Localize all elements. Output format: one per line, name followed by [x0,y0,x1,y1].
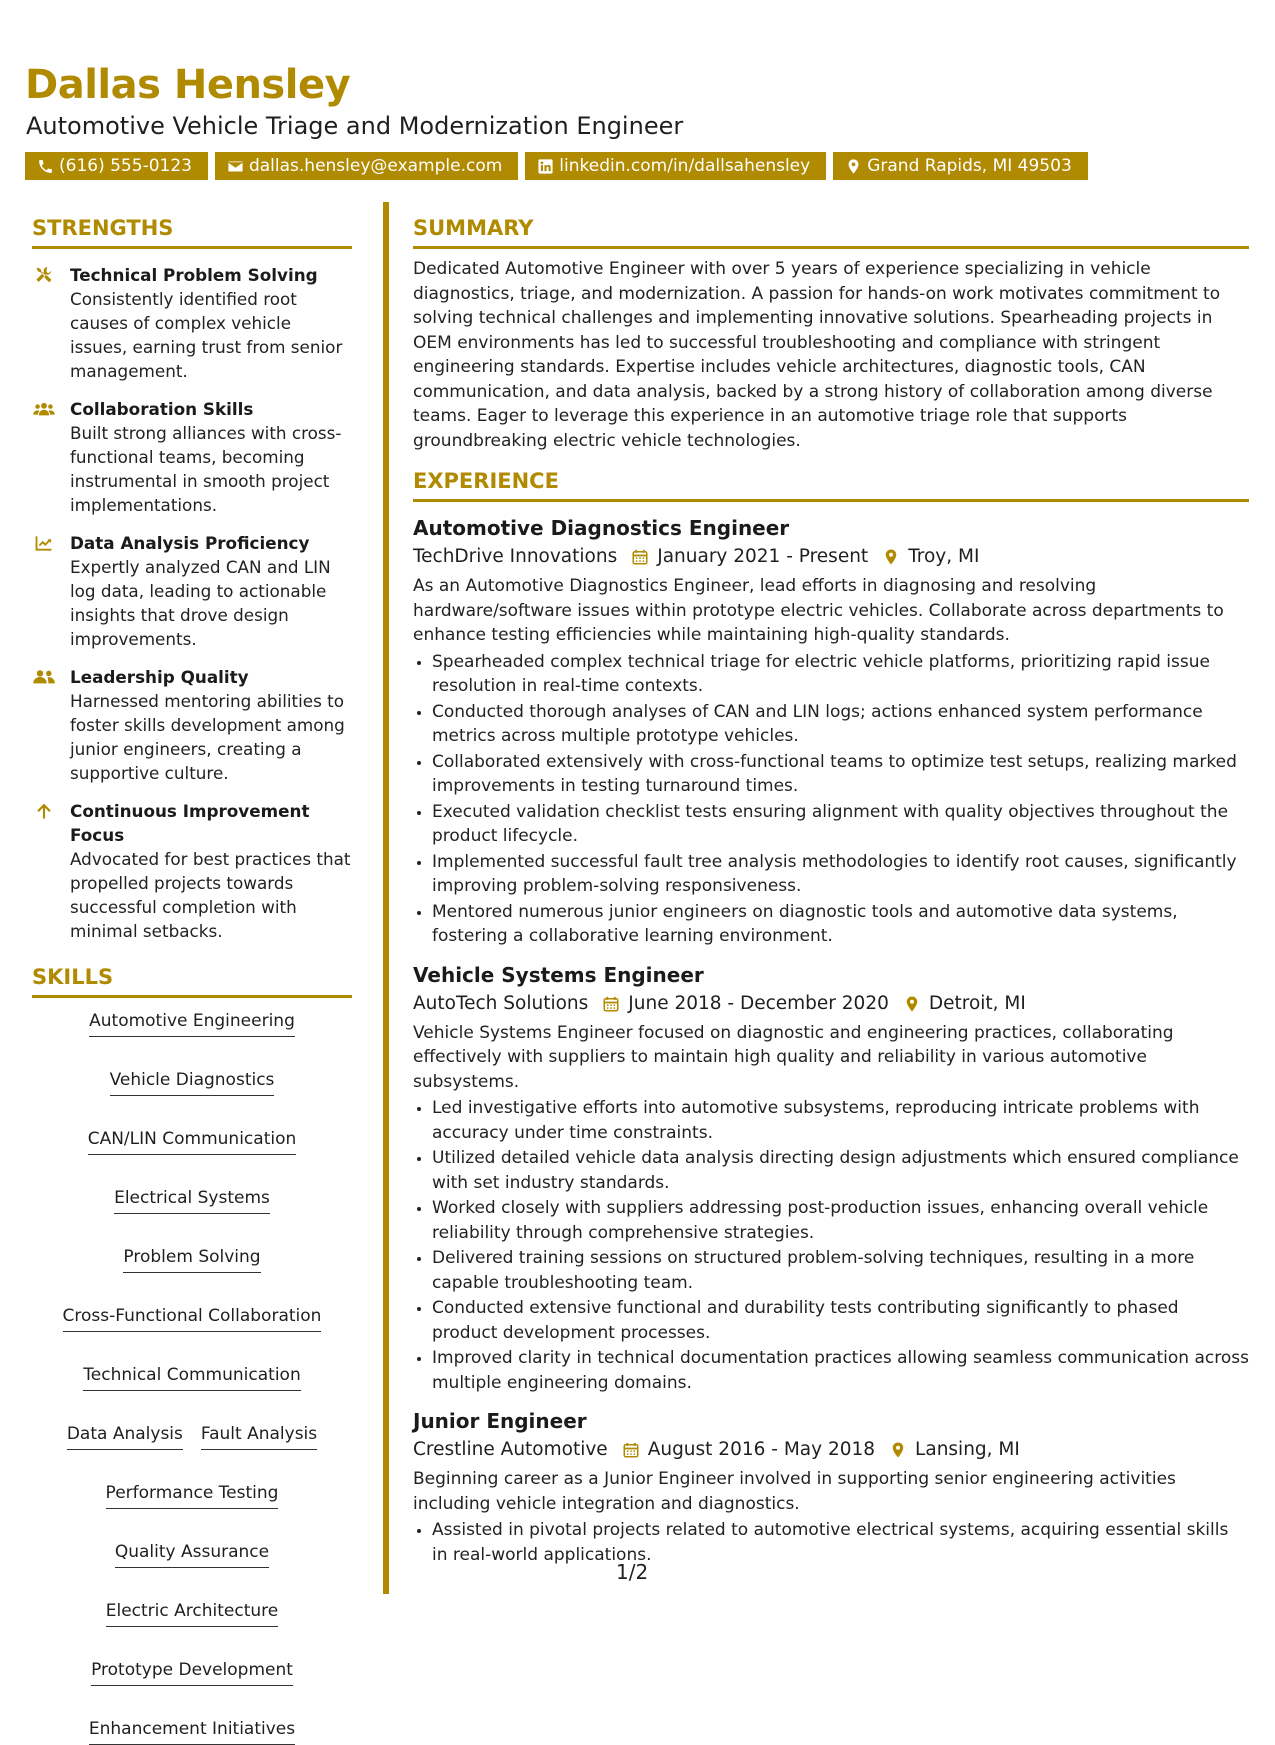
skill-tag: Quality Assurance [115,1541,269,1568]
envelope-icon [227,158,244,175]
skill-tag: Enhancement Initiatives [89,1718,295,1745]
skill-tag: Performance Testing [106,1482,279,1509]
job-bullet: • Led investigative efforts into automotive subsystems, reproducing intricate problems with accuracy under time constraints. [432,1096,1249,1145]
chart-line-icon [32,533,56,553]
job-bullet: • Executed validation checklist tests ensuring alignment with quality objectives throughout the product lifecycle. [432,800,1249,849]
skill-tag: Technical Communication [83,1364,300,1391]
job-entry [413,514,1249,949]
strength-title: Collaboration Skills [70,399,254,419]
job-location: Troy, MI [908,546,980,567]
job-dates: June 2018 - December 2020 [628,992,889,1014]
right-column [413,216,1249,1568]
job-bullet: • Implemented successful fault tree analysis methodologies to identify root causes, significantly improving problem-solving responsiveness. [432,850,1249,899]
skill-tag: Data Analysis [67,1423,183,1450]
skill-tag: Automotive Engineering [89,1010,295,1037]
job-bullet: • Improved clarity in technical documentation practices allowing seamless communication across multiple engineering domains. [432,1346,1249,1395]
contact-location-text: Grand Rapids, MI 49503 [867,156,1072,176]
job-bullets [413,650,1249,949]
contact-location[interactable] [833,152,1088,180]
strength-item [32,397,352,517]
phone-icon [37,158,54,175]
strength-item [32,263,352,383]
job-meta [413,542,1249,572]
strength-title: Data Analysis Proficiency [70,533,310,553]
contact-email[interactable] [215,152,518,180]
job-bullet: • Utilized detailed vehicle data analysis directing design adjustments which ensured compliance with set industry standards. [432,1146,1249,1195]
strength-description: Built strong alliances with cross-functional teams, becoming instrumental in smooth project implementations. [70,423,342,515]
users-icon [32,399,56,419]
job-meta [413,1435,1249,1465]
column-divider [383,202,389,1594]
job-description: Beginning career as a Junior Engineer involved in supporting senior engineering activities including vehicle integration and diagnostics. [413,1469,1176,1514]
map-pin-icon [845,158,862,175]
skill-tag: Electric Architecture [106,1600,278,1627]
strength-description: Consistently identified root causes of complex vehicle issues, earning trust from senior management. [70,289,343,381]
tools-icon [32,265,56,285]
skill-tag: Cross-Functional Collaboration [63,1305,322,1332]
map-pin-icon [889,1440,907,1460]
job-bullet: • Delivered training sessions on structured problem-solving techniques, resulting in a more capable troubleshooting team. [432,1246,1249,1295]
summary-heading: SUMMARY [413,216,1249,249]
skill-tag: Vehicle Diagnostics [110,1069,275,1096]
job-title: Automotive Diagnostics Engineer [413,516,790,540]
company-name: Crestline Automotive [413,1439,608,1460]
job-bullets [413,1518,1249,1567]
page-number: 1/2 [616,1560,649,1584]
strength-title: Leadership Quality [70,667,249,687]
strength-description: Expertly analyzed CAN and LIN log data, leading to actionable insights that drove design improvements. [70,557,331,649]
strength-description: Advocated for best practices that propelled projects towards successful completion with minimal setbacks. [70,849,351,941]
company-name: AutoTech Solutions [413,992,589,1014]
skill-tag: Problem Solving [123,1246,260,1273]
job-location: Lansing, MI [915,1439,1020,1460]
job-bullet: • Conducted thorough analyses of CAN and LIN logs; actions enhanced system performance metrics across multiple prototype vehicles. [432,700,1249,749]
job-description: As an Automotive Diagnostics Engineer, lead efforts in diagnosing and resolving hardware/software issues within prototype electric vehicles. Collaborate across departments to enhance testing efficiencies while maintaining high-quality standards. [413,576,1224,645]
job-location: Detroit, MI [928,992,1026,1014]
calendar-icon [622,1440,640,1460]
arrow-up-icon [32,801,56,821]
contact-linkedin-text: linkedin.com/in/dallsahensley [559,156,811,176]
candidate-title: Automotive Vehicle Triage and Modernization Engineer [26,112,684,140]
job-bullets [413,1096,1249,1395]
experience-heading: EXPERIENCE [413,469,1249,502]
skill-tag: CAN/LIN Communication [88,1128,297,1155]
strength-title: Technical Problem Solving [70,265,318,285]
linkedin-icon [537,158,554,175]
job-entry [413,961,1249,1396]
skill-tag: Electrical Systems [114,1187,270,1214]
contact-phone-text: (616) 555-0123 [59,156,192,176]
job-entry [413,1407,1249,1567]
calendar-icon [602,994,620,1014]
skills-heading: SKILLS [32,965,352,998]
job-bullet: • Mentored numerous junior engineers on diagnostic tools and automotive data systems, fostering a collaborative learning environment. [432,900,1249,949]
map-pin-icon [903,994,921,1014]
strength-item [32,531,352,651]
contact-linkedin[interactable] [525,152,826,180]
map-pin-icon [882,547,900,567]
left-column [32,216,352,1745]
candidate-name: Dallas Hensley [25,62,351,108]
company-name: TechDrive Innovations [413,546,618,567]
contact-email-text: dallas.hensley@example.com [248,156,503,176]
job-bullet: • Worked closely with suppliers addressing post-production issues, enhancing overall vehicle reliability through comprehensive strategies. [432,1196,1249,1245]
user-group-icon [32,667,56,687]
job-bullet: • Assisted in pivotal projects related to automotive electrical systems, acquiring essential skills in real-world applications. [432,1518,1249,1567]
strengths-heading: STRENGTHS [32,216,352,249]
job-dates: January 2021 - Present [657,546,869,567]
job-description: Vehicle Systems Engineer focused on diagnostic and engineering practices, collaborating effectively with suppliers to maintain high quality and reliability in various automotive subsystems. [413,1022,1174,1092]
skill-tag: Prototype Development [91,1659,293,1686]
contact-phone[interactable] [25,152,208,180]
calendar-icon [631,547,649,567]
job-bullet: • Collaborated extensively with cross-functional teams to optimize test setups, realizing marked improvements in testing turnaround times. [432,750,1249,799]
job-meta [413,989,1249,1019]
job-title: Vehicle Systems Engineer [413,962,704,987]
job-bullet: • Spearheaded complex technical triage for electric vehicle platforms, prioritizing rapid issue resolution in real-time contexts. [432,650,1249,699]
skills-list [32,1010,352,1745]
contact-bar [25,152,1088,180]
strength-item [32,665,352,785]
skill-tag: Fault Analysis [201,1423,317,1450]
strength-description: Harnessed mentoring abilities to foster skills development among junior engineers, creating a supportive culture. [70,691,345,783]
job-bullet: • Conducted extensive functional and durability tests contributing significantly to phased product development processes. [432,1296,1249,1345]
summary-text: Dedicated Automotive Engineer with over 5 years of experience specializing in vehicle diagnostics, triage, and modernization. A passion for hands-on work motivates commitment to solving technical challenges and implementing innovative solutions. Spearheading projects in OEM environments has led to successful troubleshooting and compliance with stringent engineering standards. Expertise includes vehicle architectures, diagnostic tools, CAN communication, and data analysis, backed by a strong history of collaboration among diverse teams. Eager to leverage this experience in an automotive triage role that supports groundbreaking electric vehicle technologies. [413,259,1221,451]
strength-item [32,799,352,943]
job-dates: August 2016 - May 2018 [647,1439,876,1460]
job-title: Junior Engineer [413,1409,587,1433]
strength-title: Continuous Improvement Focus [70,801,310,845]
